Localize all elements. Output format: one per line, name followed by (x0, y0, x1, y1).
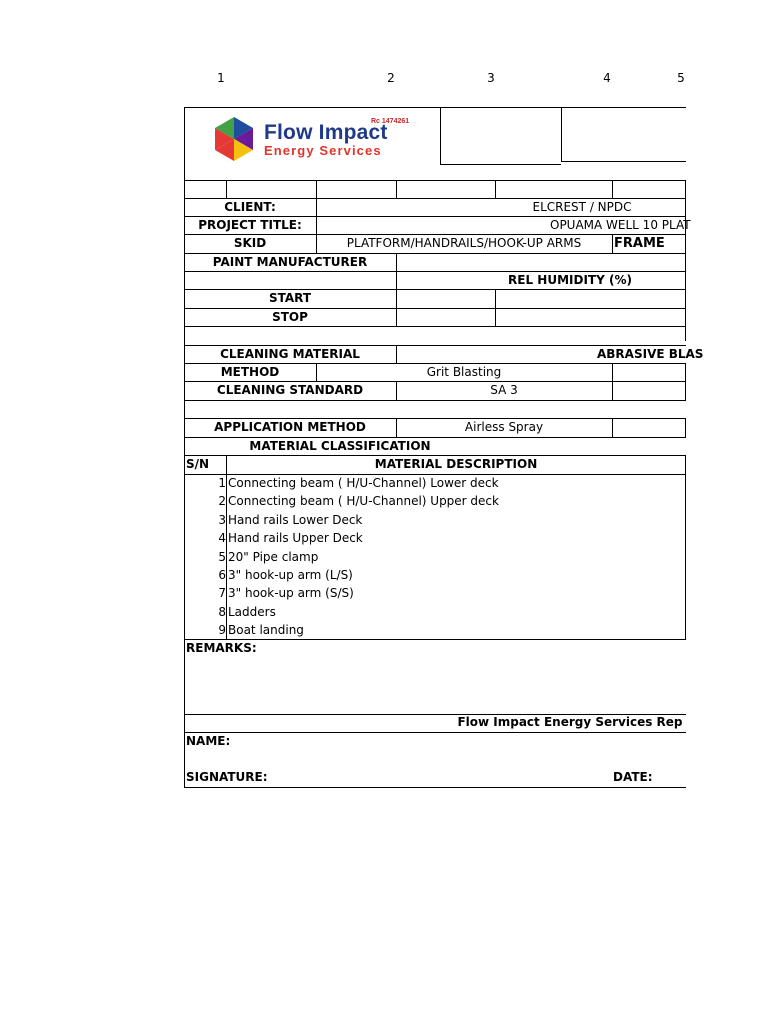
column-number-1: 1 (217, 71, 225, 85)
remarks-label: REMARKS: (186, 641, 257, 655)
stop-label: STOP (272, 310, 308, 324)
material-classification-label: MATERIAL CLASSIFICATION (249, 439, 431, 453)
start-label: START (268, 291, 312, 305)
material-sn: 4 (218, 531, 226, 545)
cleaning-standard-label: CLEANING STANDARD (216, 383, 364, 397)
material-sn: 9 (218, 623, 226, 637)
material-description: Boat landing (228, 623, 304, 637)
logo-subtitle: Energy Services (264, 143, 382, 158)
material-sn: 5 (218, 550, 226, 564)
column-number-3: 3 (487, 71, 495, 85)
abrasive-blast-label: ABRASIVE BLAS (597, 347, 704, 361)
client-value: ELCREST / NPDC (532, 200, 632, 214)
frame-label: FRAME (614, 236, 665, 251)
column-number-5: 5 (677, 71, 685, 85)
logo-title: Flow Impact (264, 121, 388, 144)
method-label: METHOD (220, 365, 280, 379)
column-number-2: 2 (387, 71, 395, 85)
date-label: DATE: (613, 770, 653, 784)
sn-header: S/N (186, 457, 210, 471)
application-method-label: APPLICATION METHOD (214, 420, 366, 434)
project-title-value: OPUAMA WELL 10 PLAT (550, 218, 691, 232)
client-label: CLIENT: (224, 200, 276, 214)
skid-label: SKID (233, 236, 267, 250)
paint-manufacturer-label: PAINT MANUFACTURER (212, 255, 368, 269)
application-method-value: Airless Spray (464, 420, 544, 434)
column-number-4: 4 (603, 71, 611, 85)
rel-humidity-label: REL HUMIDITY (%) (508, 273, 632, 287)
material-description: Ladders (228, 605, 276, 619)
material-sn: 8 (218, 605, 226, 619)
project-title-label: PROJECT TITLE: (198, 218, 302, 232)
material-sn: 1 (218, 476, 226, 490)
cleaning-standard-value: SA 3 (490, 383, 518, 397)
name-label: NAME: (186, 734, 231, 748)
material-description: Hand rails Lower Deck (228, 513, 363, 527)
logo-rc-number: Rc 1474261 (371, 118, 410, 125)
material-sn: 2 (218, 494, 226, 508)
material-description: Connecting beam ( H/U-Channel) Lower deck (228, 476, 499, 490)
material-description: Hand rails Upper Deck (228, 531, 363, 545)
material-description: 3" hook-up arm (S/S) (228, 586, 354, 600)
signature-label: SIGNATURE: (186, 770, 268, 784)
material-description: 3" hook-up arm (L/S) (228, 568, 353, 582)
material-sn: 3 (218, 513, 226, 527)
hexagon-logo-icon (212, 117, 256, 161)
material-description: 20" Pipe clamp (228, 550, 319, 564)
material-sn: 7 (218, 586, 226, 600)
rep-label: Flow Impact Energy Services Rep (457, 715, 683, 729)
skid-value: PLATFORM/HANDRAILS/HOOK-UP ARMS (346, 236, 582, 250)
material-description-header: MATERIAL DESCRIPTION (374, 457, 538, 471)
material-description: Connecting beam ( H/U-Channel) Upper deck (228, 494, 499, 508)
method-value: Grit Blasting (426, 365, 502, 379)
material-sn: 6 (218, 568, 226, 582)
cleaning-material-label: CLEANING MATERIAL (220, 347, 360, 361)
company-logo (208, 115, 423, 163)
